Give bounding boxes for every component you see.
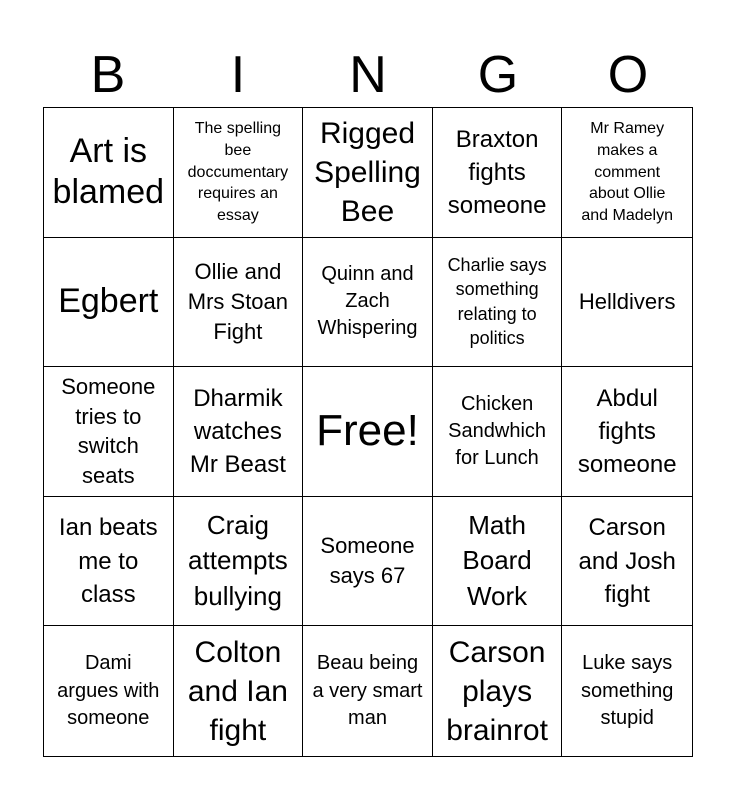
cell-text: Art is blamed [52,131,165,212]
cell-text: Abdul fights someone [577,384,677,479]
cell-text: Math Board Work [462,510,532,611]
bingo-header [43,42,693,108]
bingo-cell-11[interactable] [44,367,174,497]
bingo-cell-2[interactable] [174,108,304,238]
cell-text: Someone tries to switch seats [61,373,156,489]
header-letter-b: B [90,46,126,104]
cell-text: Helldivers [578,288,676,314]
cell-text: Beau being a very smart man [312,652,423,729]
bingo-cell-10[interactable] [562,238,692,368]
header-letter-g: G [477,46,519,104]
bingo-cell-23[interactable] [303,626,433,756]
cell-text: Charlie says something relating to politics [447,254,547,349]
bingo-cell-15[interactable] [562,367,692,497]
bingo-cell-1[interactable] [44,108,174,238]
bingo-cell-22[interactable] [174,626,304,756]
cell-text: Braxton fights someone [447,125,547,219]
header-letter-o: O [607,46,649,104]
bingo-cell-5[interactable] [562,108,692,238]
cell-text: Ian beats me to class [58,514,158,608]
cell-text: Carson and Josh fight [578,514,676,608]
cell-text: Ollie and Mrs Stoan Fight [187,259,289,344]
cell-text: Quinn and Zach Whispering [317,263,418,340]
bingo-cell-6[interactable] [44,238,174,368]
cell-text: Chicken Sandwhich for Lunch [448,392,547,470]
cell-text: The spelling bee doccumentary requires an essay [187,120,289,224]
bingo-cell-18[interactable] [303,497,433,627]
bingo-cell-14[interactable] [433,367,563,497]
cell-text: Rigged Spelling Bee [314,116,421,228]
cell-text: Someone says 67 [320,533,415,589]
cell-text: Dami argues with someone [57,652,160,729]
bingo-cell-16[interactable] [44,497,174,627]
cell-text: Mr Ramey makes a comment about Ollie and Madelyn [581,120,673,224]
bingo-cell-17[interactable] [174,497,304,627]
cell-text: Egbert [58,282,159,321]
bingo-cell-25[interactable] [562,626,692,756]
bingo-cell-20[interactable] [562,497,692,627]
free-space-text: Free! [316,406,419,456]
bingo-cell-8[interactable] [303,238,433,368]
bingo-board [43,107,693,757]
bingo-cell-19[interactable] [433,497,563,627]
bingo-cell-21[interactable] [44,626,174,756]
bingo-cell-9[interactable] [433,238,563,368]
header-letter-n: N [349,46,387,104]
bingo-cell-12[interactable] [174,367,304,497]
cell-text: Dharmik watches Mr Beast [189,384,286,479]
bingo-cell-3[interactable] [303,108,433,238]
free-space[interactable] [303,367,433,497]
cell-text: Craig attempts bullying [188,510,288,611]
cell-text: Colton and Ian fight [187,635,288,747]
bingo-cell-7[interactable] [174,238,304,368]
header-letter-i: I [230,46,246,104]
bingo-cell-4[interactable] [433,108,563,238]
cell-text: Luke says something stupid [581,652,674,729]
bingo-cell-24[interactable] [433,626,563,756]
cell-text: Carson plays brainrot [446,635,548,747]
